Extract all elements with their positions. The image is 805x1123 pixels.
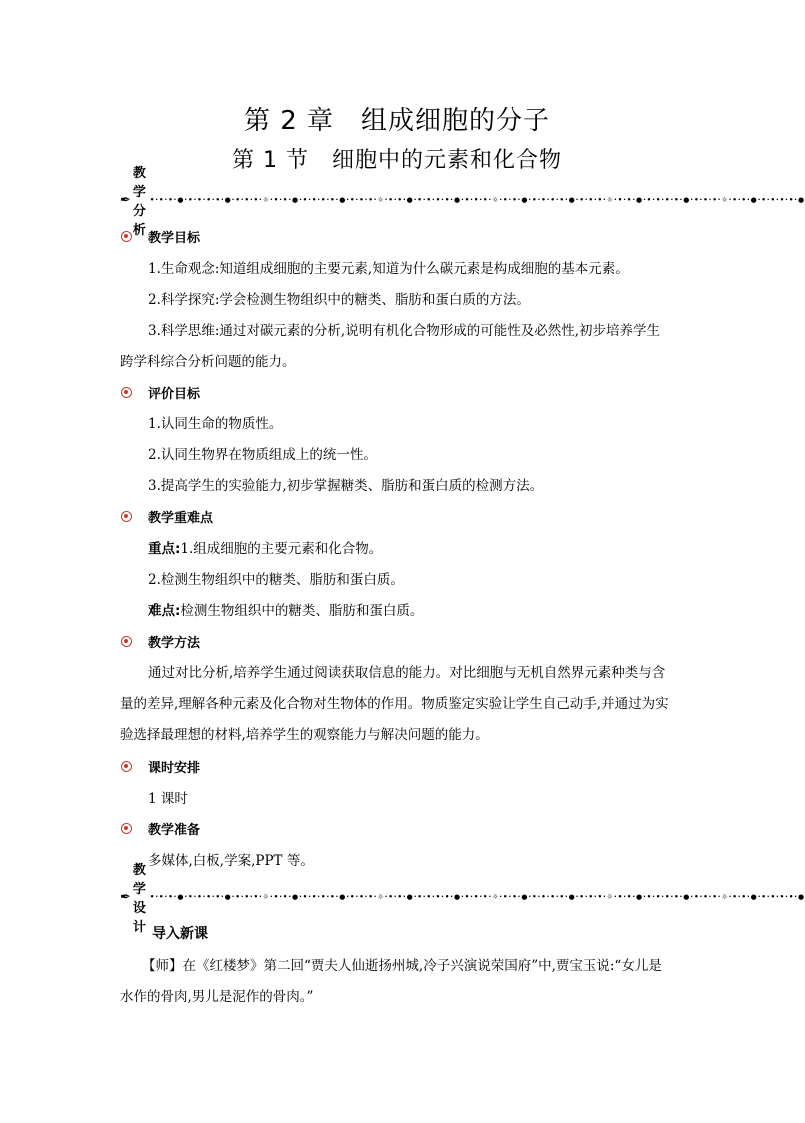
key-point-2: 2.检测生物组织中的糖类、脂肪和蛋白质。 [148, 572, 404, 588]
evaluation-item: 3.提高学生的实验能力,初步掌握糖类、脂肪和蛋白质的检测方法。 [148, 478, 544, 494]
chapter-title: 第 2 章 组成细胞的分子 [243, 106, 551, 136]
goal-item: 2.科学探究:学会检测生物组织中的糖类、脂肪和蛋白质的方法。 [148, 292, 530, 308]
dotted-divider: •·•·•·●·•·•·•·•·●·•·•·•·☼·•·•·●·•·•·•·•·●·•·•·•·☼·•·•·●·•·•·•·•·●·•·•·•·☼·•·•·●·•·•·•·•·●·•·•·•·☼·•·•·●·•·•·•·•·●·•·•·•·☼·•·•·●·•·•·•·•·● [149, 893, 805, 901]
goal-item: 3.科学思维:通过对碳元素的分析,说明有机化合物形成的可能性及必然性,初步培养学生 [148, 323, 661, 339]
target-icon [121, 387, 132, 398]
goal-item: 1.生命观念:知道组成细胞的主要元素,知道为什么碳元素是构成细胞的基本元素。 [148, 261, 629, 277]
dotted-divider: •·•·•·●·•·•·•·•·●·•·•·•·☼·•·•·●·•·•·•·•·●·•·•·•·☼·•·•·●·•·•·•·•·●·•·•·•·☼·•·•·●·•·•·•·•·●·•·•·•·☼·•·•·●·•·•·•·•·●·•·•·•·☼·•·•·●·•·•·•·•·● [149, 196, 805, 204]
method-paragraph: 通过对比分析,培养学生通过阅读获取信息的能力。对比细胞与无机自然界元素种类与含量的差异,理解各种元素及化合物对生物体的作用。物质鉴定实验让学生自己动手,并通过为实验选择最理想的材料,培养学生的观察能力与解决问题的能力。 [120, 665, 669, 743]
difficult-label: 难点: [148, 603, 181, 619]
goal-item-continued: 跨学科综合分析问题的能力。 [120, 354, 296, 370]
evaluation-item: 2.认同生物界在物质组成上的统一性。 [148, 447, 377, 463]
target-icon [121, 761, 132, 772]
schedule-heading-text: 课时安排 [148, 760, 201, 776]
key-point-1: 1.组成细胞的主要元素和化合物。 [180, 541, 383, 557]
target-icon [121, 823, 132, 834]
method-heading [120, 632, 200, 650]
goals-heading [120, 227, 200, 245]
goals-heading-text: 教学目标 [148, 230, 201, 246]
intro-heading: 导入新课 [152, 926, 208, 942]
prep-text: 多媒体,白板,学案,PPT 等。 [148, 853, 314, 869]
evaluation-heading-text: 评价目标 [148, 386, 201, 402]
section-title: 第 1 节 细胞中的元素和化合物 [232, 148, 562, 173]
prep-heading [120, 819, 200, 837]
evaluation-item: 1.认同生命的物质性。 [148, 416, 283, 432]
prep-heading-text: 教学准备 [148, 822, 201, 838]
target-icon [121, 511, 132, 522]
target-icon [121, 636, 132, 647]
schedule-heading [120, 757, 200, 775]
target-icon [121, 231, 132, 242]
pen-icon: ✒ [120, 889, 131, 905]
key-label: 重点: [148, 541, 181, 557]
design-label: 教学设计 [132, 863, 146, 935]
difficult-point-line [148, 601, 674, 621]
key-points-heading-text: 教学重难点 [148, 510, 214, 526]
key-point-line [148, 539, 674, 559]
schedule-text: 1 课时 [148, 791, 188, 807]
analysis-label: 教学分析 [132, 166, 146, 238]
evaluation-heading [120, 383, 200, 401]
method-heading-text: 教学方法 [148, 635, 201, 651]
key-points-heading [120, 507, 213, 525]
pen-icon: ✒ [120, 192, 131, 208]
intro-paragraph: 【师】在《红楼梦》第二回“贾夫人仙逝扬州城,冷子兴演说荣国府”中,贾宝玉说:“女儿是水作的骨肉,男儿是泥作的骨肉。” [120, 958, 662, 1005]
difficult-point: 检测生物组织中的糖类、脂肪和蛋白质。 [180, 603, 424, 619]
